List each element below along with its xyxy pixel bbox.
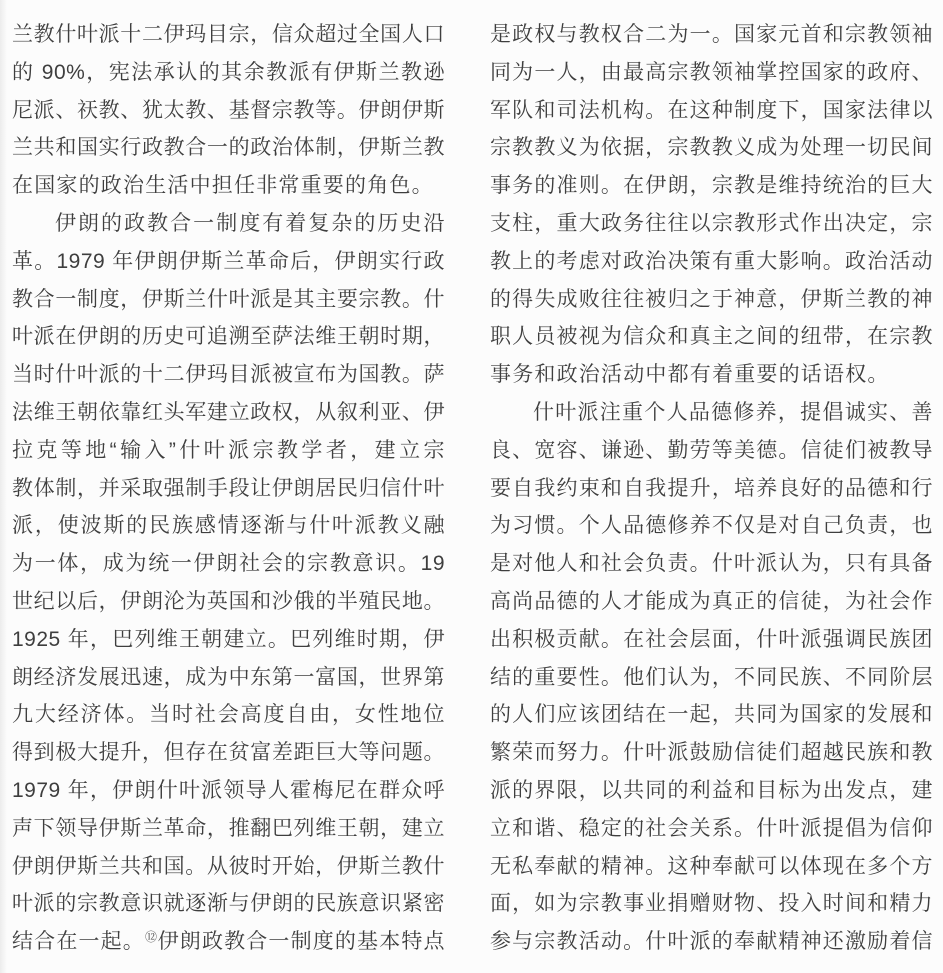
text-line: 兰共和国实行政教合一的政治体制，伊斯兰教 <box>12 136 445 160</box>
text-line: 是对他人和社会负责。什叶派认为，只有具备 <box>490 552 933 576</box>
text-line: 九大经济体。当时社会高度自由，女性地位 <box>12 703 445 727</box>
footnote-marker-12: ⑫ <box>144 930 158 945</box>
text-line: 宗教教义为依据，宗教教义成为处理一切民间 <box>490 136 933 160</box>
text-line: 声下领导伊斯兰革命，推翻巴列维王朝，建立 <box>12 816 445 840</box>
text-line: 无私奉献的精神。这种奉献可以体现在多个方 <box>490 854 933 878</box>
text-column-right <box>490 16 933 961</box>
text-line: 为一体，成为统一伊朗社会的宗教意识。19 <box>12 552 445 576</box>
text-line: 派，使波斯的民族感情逐渐与什叶派教义融 <box>12 514 445 538</box>
text-line: 为习惯。个人品德修养不仅是对自己负责，也 <box>490 514 933 538</box>
text-line: 拉克等地“输入”什叶派宗教学者，建立宗 <box>12 438 445 462</box>
paragraph <box>490 16 933 394</box>
text-line: 兰教什叶派十二伊玛目宗，信众超过全国人口 <box>12 23 445 46</box>
text-line: 教体制，并采取强制手段让伊朗居民归信什叶 <box>12 476 445 500</box>
text-line: 军队和司法机构。在这种制度下，国家法律以 <box>490 98 933 122</box>
text-line: 什叶派注重个人品德修养，提倡诚实、善 <box>533 400 933 424</box>
text-line: 尼派、祆教、犹太教、基督宗教等。伊朗伊斯 <box>12 98 445 122</box>
text-line: 1925 年，巴列维王朝建立。巴列维时期，伊 <box>12 627 445 651</box>
text-line: 的人们应该团结在一起，共同为国家的发展和 <box>490 703 933 727</box>
text-line: 是政权与教权合二为一。国家元首和宗教领袖 <box>490 23 933 46</box>
text-line: 叶派在伊朗的历史可追溯至萨法维王朝时期， <box>12 325 445 349</box>
paragraph <box>490 394 933 961</box>
text-line: 参与宗教活动。什叶派的奉献精神还激励着信 <box>490 930 933 954</box>
text-line: 法维王朝依靠红头军建立政权，从叙利亚、伊 <box>12 400 445 424</box>
text-line: 同为一人，由最高宗教领袖掌控国家的政府、 <box>490 60 933 84</box>
text-line: 立和谐、稳定的社会关系。什叶派提倡为信仰 <box>490 816 933 840</box>
text-line: 的 90%，宪法承认的其余教派有伊斯兰教逊 <box>12 60 445 84</box>
text-line: 高尚品德的人才能成为真正的信徒，为社会作 <box>490 589 933 613</box>
text-line: 当时什叶派的十二伊玛目派被宣布为国教。萨 <box>12 363 445 387</box>
text-line: 要自我约束和自我提升，培养良好的品德和行 <box>490 476 933 500</box>
text-line: 1979 年，伊朗什叶派领导人霍梅尼在群众呼 <box>12 778 445 802</box>
text-line: 叶派的宗教意识就逐渐与伊朗的民族意识紧密 <box>12 892 445 916</box>
text-line: 革。1979 年伊朗伊斯兰革命后，伊朗实行政 <box>12 249 445 273</box>
text-line: 结合在一起。⑫伊朗政教合一制度的基本特点 <box>12 930 446 954</box>
text-line: 派的界限，以共同的利益和目标为出发点，建 <box>490 778 933 802</box>
text-line: 面，如为宗教事业捐赠财物、投入时间和精力 <box>490 892 933 916</box>
text-line: 职人员被视为信众和真主之间的纽带，在宗教 <box>490 325 933 349</box>
text-line: 支柱，重大政务往往以宗教形式作出决定，宗 <box>490 211 933 235</box>
text-line: 繁荣而努力。什叶派鼓励信徒们超越民族和教 <box>490 741 933 765</box>
text-line: 伊朗的政教合一制度有着复杂的历史沿 <box>55 211 445 235</box>
text-column-left <box>12 16 445 961</box>
text-line: 事务的准则。在伊朗，宗教是维持统治的巨大 <box>490 174 933 198</box>
text-line: 的得失成败往往被归之于神意，伊斯兰教的神 <box>490 287 933 311</box>
text-line: 结的重要性。他们认为，不同民族、不同阶层 <box>490 665 933 689</box>
text-line: 得到极大提升，但存在贫富差距巨大等问题。 <box>12 741 445 765</box>
text-line: 教上的考虑对政治决策有重大影响。政治活动 <box>490 249 933 273</box>
text-line: 教合一制度，伊斯兰什叶派是其主要宗教。什 <box>12 287 445 311</box>
text-line: 朗经济发展迅速，成为中东第一富国，世界第 <box>12 665 445 689</box>
text-line: 世纪以后，伊朗沦为英国和沙俄的半殖民地。 <box>12 589 445 613</box>
text-line: 出积极贡献。在社会层面，什叶派强调民族团 <box>490 627 933 651</box>
text-line: 事务和政治活动中都有着重要的话语权。 <box>490 363 890 387</box>
paragraph <box>12 16 445 205</box>
text-line: 伊朗伊斯兰共和国。从彼时开始，伊斯兰教什 <box>12 854 445 878</box>
text-line: 在国家的政治生活中担任非常重要的角色。 <box>12 174 434 198</box>
paragraph <box>12 205 445 961</box>
text-line: 良、宽容、谦逊、勤劳等美德。信徒们被教导 <box>490 438 933 462</box>
